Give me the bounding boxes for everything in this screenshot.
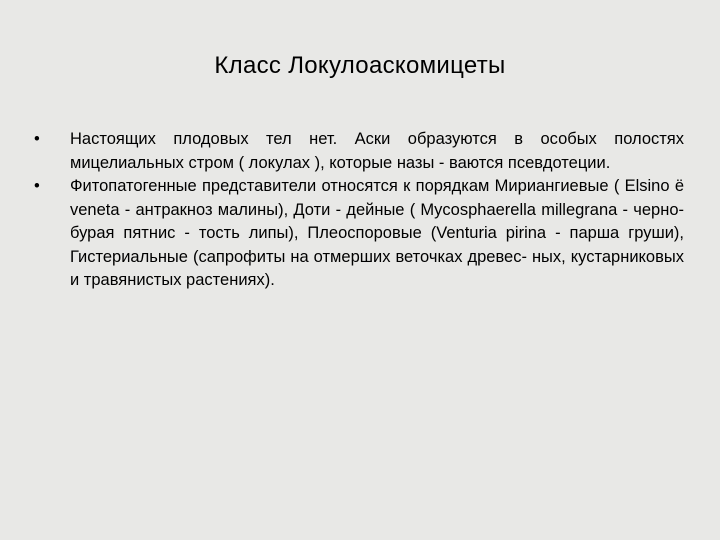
bullet-item: [34, 128, 684, 175]
bullet-text: Фитопатогенные представители относятся к порядкам Мириангиевые ( Elsino ё veneta - антракноз малины), Доти - дейные ( Mycosphaerella millegrana - черно-бурая пятнис - тость липы), Плеоспоровые (Venturia pirina - парша груши), Гистериальные (сапрофиты на отмерших веточках древес- ных, кустарниковых и травянистых растениях).: [70, 177, 684, 289]
bullet-dot-icon: •: [34, 177, 40, 195]
bullet-text: Настоящих плодовых тел нет. Аски образуются в особых полостях мицелиальных стром ( локулах ), которые назы - ваются псевдотеции.: [70, 130, 684, 172]
bullet-list: [34, 128, 684, 293]
bullet-dot-icon: •: [34, 130, 40, 148]
slide-title: Класс Локулоаскомицеты: [214, 52, 506, 79]
bullet-item: [34, 175, 684, 293]
